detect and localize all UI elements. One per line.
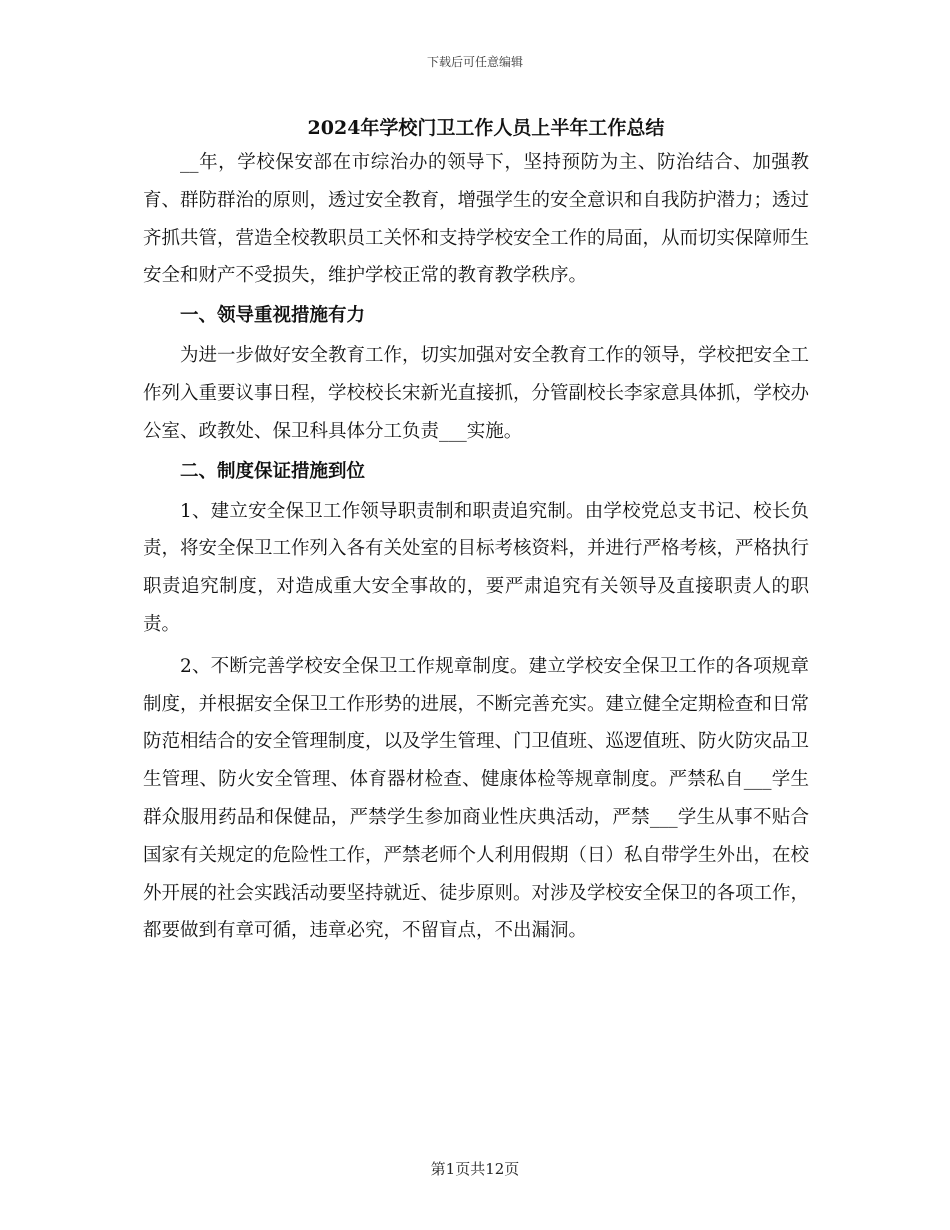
page-header-note: 下载后可任意编辑 [426,55,523,69]
page-footer-number: 第1页共12页 [430,1160,520,1178]
section-2-item-1: 1、建立安全保卫工作领导职责制和职责追究制。由学校党总支书记、校长负责，将安全保卫工作列入各有关处室的目标考核资料，并进行严格考核，严格执行职责追究制度，对造成重大安全事故的，要严肃追究有关领导及直接职责人的职责。 [143,500,810,635]
section-1-heading: 一、领导重视措施有力 [180,305,366,327]
section-1-paragraph: 为进一步做好安全教育工作，切实加强对安全教育工作的领导，学校把安全工作列入重要议事日程，学校校长宋新光直接抓，分管副校长李家意具体抓，学校办公室、政教处、保卫科具体分工负责___实施。 [143,345,810,442]
document-title: 2024年学校门卫工作人员上半年工作总结 [307,117,665,139]
intro-paragraph: __年，学校保安部在市综治办的领导下，坚持预防为主、防治结合、加强教育、群防群治的原则，透过安全教育，增强学生的安全意识和自我防护潜力；透过齐抓共管，营造全校教职员工关怀和支持学校安全工作的局面，从而切实保障师生安全和财产不受损失，维护学校正常的教育教学秩序。 [143,152,810,287]
section-2-heading: 二、制度保证措施到位 [180,460,366,482]
section-2-item-2: 2、不断完善学校安全保卫工作规章制度。建立学校安全保卫工作的各项规章制度，并根据安全保卫工作形势的进展，不断完善充实。建立健全定期检查和日常防范相结合的安全管理制度，以及学生管理、门卫值班、巡逻值班、防火防灾品卫生管理、防火安全管理、体育器材检查、健康体检等规章制度。严禁私自___学生群众服用药品和保健品，严禁学生参加商业性庆典活动，严禁___学生从事不贴合国家有关规定的危险性工作，严禁老师个人利用假期（日）私自带学生外出，在校外开展的社会实践活动要坚持就近、徒步原则。对涉及学校安全保卫的各项工作，都要做到有章可循，违章必究，不留盲点，不出漏洞。 [143,655,810,942]
document-body [143,112,809,950]
